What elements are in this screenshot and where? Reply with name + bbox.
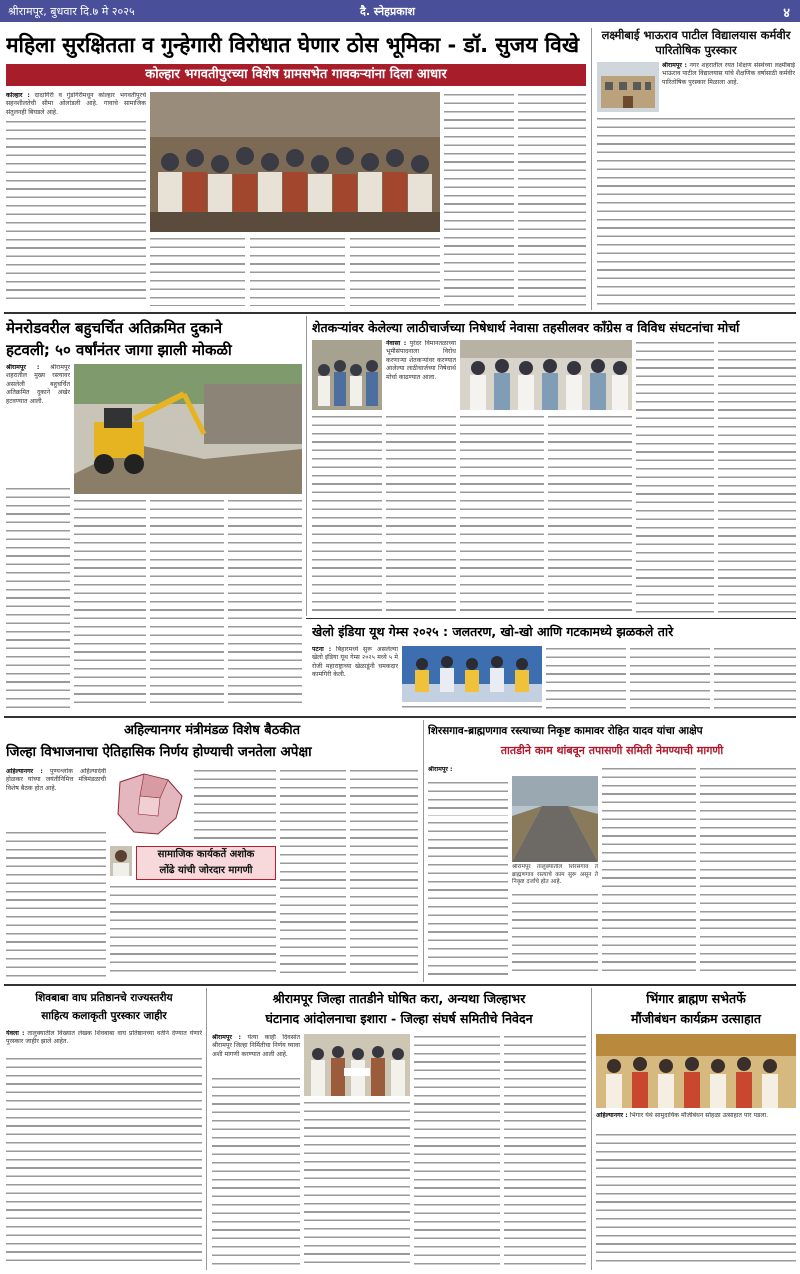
district-body-col1-lower xyxy=(212,1076,300,1268)
lead-text-lines xyxy=(6,119,146,218)
congress-body-text: पुरंदर विमानतळाच्या भूमीसंपादनाला विरोध करणाऱ्या शेतकऱ्यांवर करण्यात आलेल्या लाठीचार्जच्या निषेधार्थ मोर्चा काढण्यात आला. xyxy=(386,340,456,381)
lead-headline: महिला सुरक्षितता व गुन्हेगारी विरोधात घेणार ठोस भूमिका - डॉ. सुजय विखे xyxy=(6,33,579,57)
lead-subhead: कोल्हार भगवतीपुरच्या विशेष ग्रामसभेत गावकऱ्यांना दिला आधार xyxy=(6,64,586,86)
school-body-text: नगर शहरातील रयत शिक्षण संस्थेच्या लक्ष्मीबाई भाऊराव पाटील विद्यालयास यांचे शैक्षणिक वर्षासाठी कर्मवीर पारितोषिक पुरस्कार मिळाला आहे. xyxy=(662,62,795,86)
district-headline-2: घंटानाद आंदोलनाचा इशारा - जिल्हा संघर्ष समितीचे निवेदन xyxy=(265,1011,533,1026)
ahilya-person-photo xyxy=(110,846,132,876)
bhingar-headline-2: मौंजीबंधन कार्यक्रम उत्साहात xyxy=(631,1011,761,1026)
column-divider xyxy=(306,316,307,616)
khelo-body-col4 xyxy=(714,646,796,712)
lead-body-col2 xyxy=(150,236,245,306)
district-headline-1: श्रीरामपूर जिल्हा तातडीने घोषित करा, अन्यथा जिल्हाभर xyxy=(272,991,526,1006)
shivba-dateline: येवला : xyxy=(6,1030,25,1037)
bhingar-dateline: अहिल्यानगर : xyxy=(596,1112,628,1119)
school-headline: लक्ष्मीबाई भाऊराव पाटील विद्यालयास कर्मवीर पारितोषिक पुरस्कार xyxy=(601,28,791,57)
section-rule xyxy=(306,618,796,619)
district-body-col1 xyxy=(212,1034,300,1074)
section-rule xyxy=(4,716,796,718)
district-dateline: श्रीरामपूर : xyxy=(212,1034,242,1041)
header-title: दै. स्नेहप्रकाश xyxy=(360,5,416,18)
khelo-body-col1 xyxy=(312,646,398,710)
section-rule xyxy=(4,312,796,314)
road-headline-2: तातडीने काम थांबवून तपासणी समिती नेमण्याची मागणी xyxy=(500,744,724,757)
menrod-body-col2 xyxy=(74,498,146,708)
excavator-demolition-photo xyxy=(74,364,302,494)
congress-body-col-b xyxy=(386,414,456,614)
shivba-body-text: तालुक्यातील विख्यात लेखक शिवबाबा वाघ प्रतिष्ठानच्या वतीने देण्यात येणारे पुरस्कार जाहीर झाले आहेत. xyxy=(6,1030,202,1046)
medal-winners-photo xyxy=(402,646,542,702)
menrod-body-col1-lower xyxy=(6,486,70,708)
lead-body-col4 xyxy=(350,236,440,306)
congress-body-col-e xyxy=(636,340,714,614)
congress-body-col-c xyxy=(460,414,544,614)
ahilya-body-col4 xyxy=(350,768,418,978)
district-photo xyxy=(304,1034,410,1096)
ahilya-body-col2 xyxy=(194,768,276,844)
menrod-body-col1 xyxy=(6,364,70,484)
header-date: श्रीरामपूर, बुधवार दि.७ मे २०२५ xyxy=(8,5,135,18)
shivba-headline-1: शिवबाबा वाघ प्रतिष्ठानचे राज्यस्तरीय xyxy=(35,992,173,1004)
column-divider xyxy=(591,988,592,1270)
district-body-col2 xyxy=(304,1100,410,1268)
lead-body-col3 xyxy=(250,236,345,306)
menrod-dateline: श्रीरामपूर : xyxy=(6,364,40,371)
road-body-col1-lower xyxy=(428,820,508,978)
shivba-body-lines xyxy=(6,1056,202,1268)
road-dateline: श्रीरामपूर : xyxy=(428,766,453,773)
khelo-body-col2 xyxy=(546,646,626,712)
district-map-icon xyxy=(110,768,190,842)
lead-body-col6 xyxy=(518,92,586,306)
ahilya-box-line-2: लोंढे यांची जोरदार मागणी xyxy=(159,865,253,876)
road-caption-text: श्रीरामपूर तालुक्यातील शिरसगाव ते ब्राह्मणगाव रस्त्याचे काम सुरू असून ते निकृष्ट दर्जाचे होत आहे. xyxy=(512,864,598,886)
lead-body-col1 xyxy=(6,92,146,218)
menrod-body-col3 xyxy=(150,498,224,708)
ahilya-quote-box xyxy=(136,846,276,880)
menrod-headline-1: मेनरोडवरील बहुचर्चित अतिक्रमित दुकाने xyxy=(6,319,223,337)
khelo-headline: खेलो इंडिया यूथ गेम्स २०२५ : जलतरण, खो-खो आणि गटकामध्ये झळकले तारे xyxy=(312,624,674,639)
congress-photo-1 xyxy=(312,340,382,410)
lead-photo xyxy=(150,92,440,232)
gram-sabha-crowd-photo xyxy=(150,92,440,232)
khelo-caption xyxy=(402,704,542,712)
road-body-col4 xyxy=(700,766,796,978)
congress-body-col-d xyxy=(548,414,632,614)
road-body-col1-lines xyxy=(428,780,508,816)
lead-body-text: दादागिरी व गुंडगिरीमधून कोल्हार भगवतीपूरचे सहनशीलतेची सीमा ओलांडली आहे. गावाचे सामाजिक संतुलनही बिघडले आहे. xyxy=(6,92,146,116)
person-portrait-photo xyxy=(110,846,132,876)
ahilya-body-col1-lower xyxy=(6,830,106,978)
lead-body-col5 xyxy=(444,92,514,306)
ahilya-box-line-1: सामाजिक कार्यकर्ते अशोक xyxy=(157,849,255,860)
congress-body-col-f xyxy=(718,340,796,614)
bhingar-photo xyxy=(596,1034,796,1108)
khelo-dateline: पटना : xyxy=(312,646,332,653)
road-construction-photo xyxy=(512,776,598,862)
shivba-headline-2: साहित्य कलाकृती पुरस्कार जाहीर xyxy=(41,1010,167,1022)
road-photo xyxy=(512,776,598,862)
school-body-lower xyxy=(597,116,795,306)
congress-headline: शेतकऱ्यांवर केलेल्या लाठीचार्जच्या निषेधार्थ नेवासा तहसीलवर काँग्रेस व विविध संघटनांचा मोर्चा xyxy=(312,320,740,335)
road-caption xyxy=(512,864,598,888)
ahilya-headline-2: जिल्हा विभाजनाचा ऐतिहासिक निर्णय होण्याची जनतेला अपेक्षा xyxy=(6,744,312,760)
ahilya-body-col2-lower xyxy=(110,884,276,978)
ahilya-headline-1: अहिल्यानगर मंत्रीमंडळ विशेष बैठकीत xyxy=(123,723,301,738)
protest-crowd-photo xyxy=(312,340,382,410)
school-building-photo xyxy=(597,62,659,112)
congress-dateline: नेवासा : xyxy=(386,340,407,347)
road-headline-1: शिरसगाव-ब्राह्मणगाव रस्त्याच्या निकृष्ट कामावर रोहित यादव यांचा आक्षेप xyxy=(428,725,703,737)
road-body-col2-lower xyxy=(512,892,598,978)
shivba-body xyxy=(6,1030,202,1054)
column-divider xyxy=(591,28,592,310)
menrod-body-col4 xyxy=(228,498,302,708)
congress-body-col-a xyxy=(312,414,382,614)
menrod-headline-2: हटवली; ५० वर्षांनंतर जागा झाली मोकळी xyxy=(6,341,232,359)
header-page-number: ४ xyxy=(783,6,790,21)
bhingar-body-lines xyxy=(596,1132,796,1268)
section-rule xyxy=(4,984,796,986)
menrod-body-text: श्रीरामपूर शहरातील मुख्य रस्त्यावर असलेली बहुचर्चित अतिक्रमित दुकाने अखेर हटवण्यात आली. xyxy=(6,364,70,405)
menrod-photo xyxy=(74,364,302,494)
district-body-col4 xyxy=(504,1034,586,1268)
lead-dateline: कोल्हार : xyxy=(6,92,30,99)
khelo-body-text: बिहारमध्ये सुरू असलेल्या खेलो इंडिया यूथ गेम्स २०२५ मध्ये ५ मे रोजी महाराष्ट्राच्या खेळाडूंनी चमकदार कामगिरी केली. xyxy=(312,646,398,679)
lead-body-col1-lower xyxy=(6,220,146,306)
ahilya-body-text: पुण्यश्लोक अहिल्यादेवी होळकर यांच्या जयंतीनिमित्त मंत्रिमंडळाची विशेष बैठक होत आहे. xyxy=(6,768,106,792)
page-header xyxy=(0,0,800,22)
ahilya-body-col3 xyxy=(280,768,346,978)
district-body-text: येत्या काही दिवसांत श्रीरामपूर जिल्हा निर्मितीचा निर्णय घ्यावा अशी मागणी करण्यात आली आहे. xyxy=(212,1034,300,1058)
district-body-col3 xyxy=(414,1034,500,1268)
column-divider xyxy=(206,988,207,1270)
congress-photo-2 xyxy=(460,340,632,410)
school-body xyxy=(662,62,795,112)
school-dateline: श्रीरामपूर : xyxy=(662,62,687,69)
ahilya-body-col1 xyxy=(6,768,106,828)
thread-ceremony-photo xyxy=(596,1034,796,1108)
bhingar-headline-1: भिंगार ब्राह्मण सभेतर्फे xyxy=(646,991,746,1006)
column-divider xyxy=(423,720,424,982)
congress-body-col1 xyxy=(386,340,456,410)
khelo-body-col3 xyxy=(630,646,710,712)
bhingar-body xyxy=(596,1112,796,1130)
ahilya-dateline: अहिल्यानगर : xyxy=(6,768,43,775)
bhingar-body-text: भिंगार येथे सामुदायिक मौंजीबंधन सोहळा उत्साहात पार पडला. xyxy=(629,1112,769,1119)
ahilya-map xyxy=(110,768,190,842)
memorandum-submission-photo xyxy=(460,340,632,410)
khelo-photo xyxy=(402,646,542,702)
road-body-col3 xyxy=(602,766,696,978)
memorandum-group-photo xyxy=(304,1034,410,1096)
school-photo xyxy=(597,62,659,112)
